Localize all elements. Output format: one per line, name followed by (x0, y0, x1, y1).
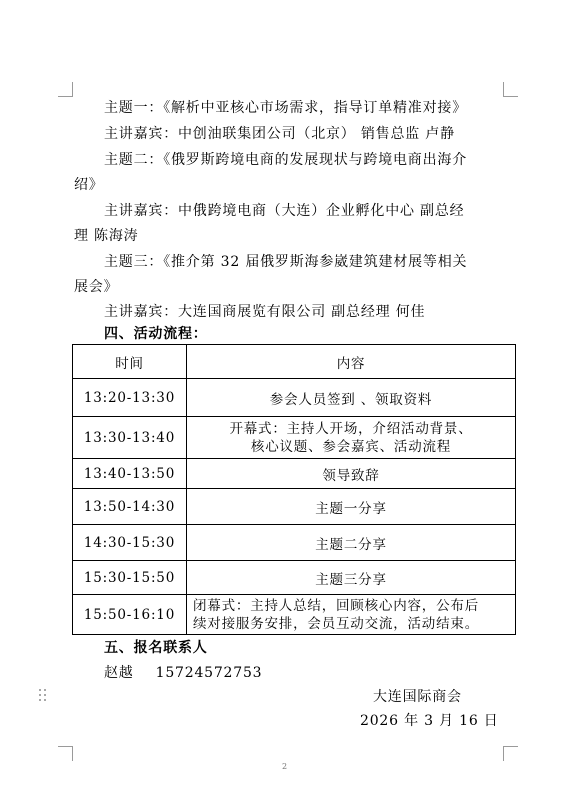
row-time: 14:30-15:30 (73, 525, 187, 561)
section-5-heading: 五、报名联系人 (104, 640, 208, 656)
row-time: 13:50-14:30 (73, 489, 187, 525)
margin-mark-bottom-left (58, 746, 73, 761)
signature-date: 2026 年 3 月 16 日 (360, 713, 499, 729)
margin-mark-top-right (503, 82, 518, 97)
contact-phone: 15724572753 (155, 665, 263, 681)
row-time: 13:30-13:40 (73, 417, 187, 459)
row-content: 领导致辞 (187, 459, 516, 489)
topic-2-line-2: 绍》 (74, 177, 104, 193)
row-time: 13:20-13:30 (73, 379, 187, 417)
row-time: 15:50-16:10 (73, 595, 187, 635)
page-number: 2 (282, 762, 288, 771)
column-header-time: 时间 (73, 345, 187, 379)
speaker-3: 主讲嘉宾：大连国商展览有限公司 副总经理 何佳 (104, 304, 426, 320)
agenda-table (72, 344, 516, 635)
row-time: 15:30-15:50 (73, 561, 187, 595)
row-content-line-2: 续对接服务安排，会员互动交流，活动结束。 (193, 615, 479, 632)
topic-2-line-1: 主题二：《俄罗斯跨境电商的发展现状与跨境电商出海介 (104, 152, 467, 168)
speaker-2-line-1: 主讲嘉宾：中俄跨境电商（大连）企业孵化中心 副总经 (104, 203, 465, 219)
table-row (73, 417, 516, 459)
topic-3-line-2: 展会》 (74, 279, 119, 295)
table-row (73, 561, 516, 595)
row-content-line-1: 闭幕式：主持人总结，回顾核心内容，公布后 (193, 597, 479, 614)
row-content (187, 595, 516, 635)
row-content: 主题一分享 (187, 489, 516, 525)
topic-1: 主题一：《解析中亚核心市场需求，指导订单精准对接》 (104, 100, 467, 116)
drag-handle-icon[interactable] (39, 689, 49, 703)
contact-line (104, 665, 262, 681)
contact-name: 赵越 (104, 665, 134, 681)
column-header-content: 内容 (187, 345, 516, 379)
topic-3-line-1: 主题三：《推介第 32 届俄罗斯海参崴建筑建材展等相关 (104, 254, 468, 270)
row-content: 参会人员签到 、领取资料 (187, 379, 516, 417)
table-row (73, 489, 516, 525)
table-row (73, 595, 516, 635)
speaker-2-line-2: 理 陈海涛 (74, 228, 139, 244)
table-row (73, 525, 516, 561)
row-content: 主题二分享 (187, 525, 516, 561)
margin-mark-top-left (58, 82, 73, 97)
section-4-heading: 四、活动流程： (104, 326, 208, 342)
row-content: 主题三分享 (187, 561, 516, 595)
signature-org: 大连国际商会 (373, 689, 462, 705)
row-content-line-2: 核心议题、参会嘉宾、活动流程 (250, 438, 452, 455)
table-row (73, 379, 516, 417)
table-row (73, 459, 516, 489)
margin-mark-bottom-right (503, 746, 518, 761)
row-time: 13:40-13:50 (73, 459, 187, 489)
row-content (187, 417, 516, 459)
speaker-1: 主讲嘉宾：中创油联集团公司（北京） 销售总监 卢静 (104, 126, 455, 142)
row-content-line-1: 开幕式：主持人开场，介绍活动背景、 (229, 420, 473, 437)
table-header-row (73, 345, 516, 379)
